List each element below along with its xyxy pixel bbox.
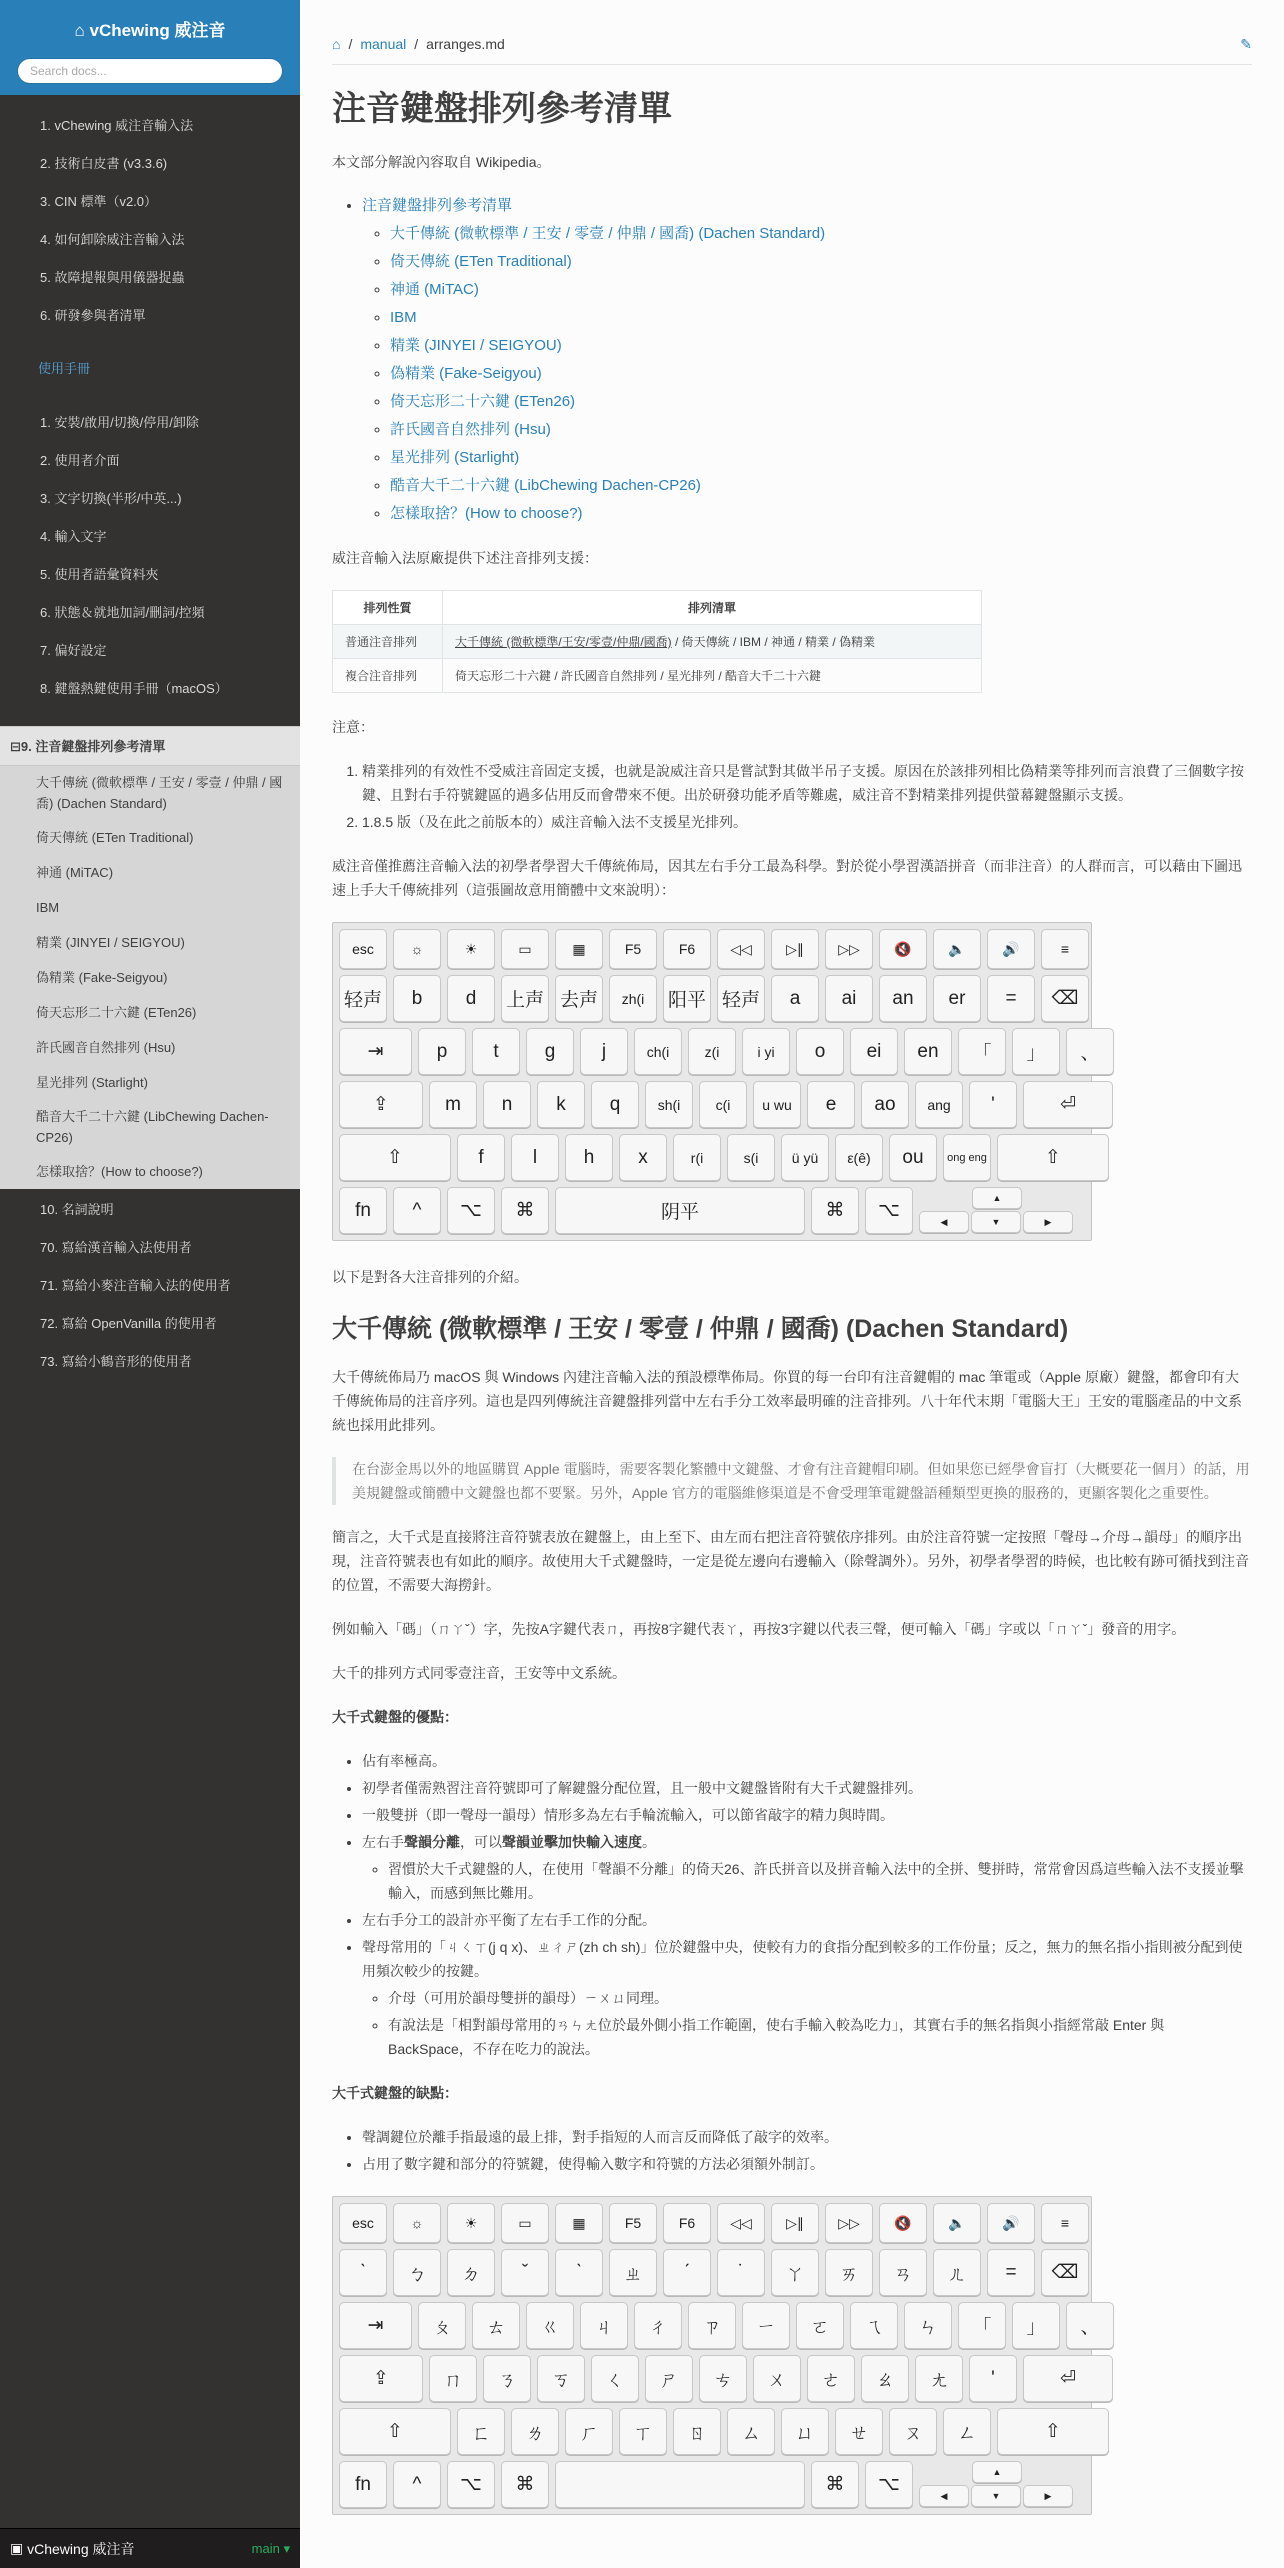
keyboard-key: ao: [861, 1081, 909, 1128]
search-input[interactable]: Search docs...: [17, 58, 283, 84]
keyboard-key: ㄔ: [634, 2302, 682, 2349]
keyboard-key: ㄘ: [699, 2355, 747, 2402]
keyboard-key: f: [457, 1134, 505, 1181]
pinyin-keyboard-image: [332, 922, 1100, 1241]
pros-title: 大千式鍵盤的優點：: [332, 1709, 458, 1725]
keyboard-key: 「: [958, 1028, 1006, 1075]
keyboard-key: h: [565, 1134, 613, 1181]
keyboard-key: ㄊ: [472, 2302, 520, 2349]
keyboard-key: 🔊: [987, 2203, 1035, 2243]
keyboard-key: ⇥: [339, 2302, 412, 2349]
keyboard-key: c(i: [699, 1081, 747, 1128]
keyboard-key: ▦: [555, 929, 603, 969]
toc-link[interactable]: 倚天傳統 (ETen Traditional): [390, 253, 572, 270]
arrow-key: ◀: [919, 2485, 969, 2507]
list-item: • 聲調鍵位於離手指最遠的最上排，對手指短的人而言反而降低了敲字的效率。: [362, 2125, 1252, 2149]
keyboard-key: er: [933, 975, 981, 1022]
keyboard-key: ㄉ: [447, 2249, 495, 2296]
table-cell: 大千傳統 (微軟標準/王安/零壹/仲鼎/國喬) / 倚天傳統 / IBM / 神通 / 精業 / 偽精業: [443, 625, 982, 659]
keyboard-key: ㄧ: [742, 2302, 790, 2349]
toc-item: [390, 502, 1252, 526]
keyboard-key: ⇪: [339, 1081, 423, 1128]
breadcrumb: ⌂ / manual / arranges.md ✎: [332, 35, 1252, 52]
cons-title: 大千式鍵盤的缺點：: [332, 2085, 458, 2101]
keyboard-key: ㄌ: [511, 2408, 559, 2455]
keyboard-key: ˋ: [555, 2249, 603, 2296]
keyboard-key: ▷▷: [825, 929, 873, 969]
toc-link[interactable]: 大千傳統 (微軟標準 / 王安 / 零壹 / 仲鼎 / 國喬) (Dachen Standard): [390, 225, 826, 242]
keyboard-key: ⇧: [997, 2408, 1109, 2455]
list-item: 1. 精業排列的有效性不受威注音固定支援，也就是說威注音只是嘗試對其做半吊子支援。原因在於該排列相比偽精業等排列而言浪費了三個數字按鍵、且對右手符號鍵區的過多佔用反而會帶來不便。出於研發功能矛盾等難處，威注音不對精業排列提供螢幕鍵盤顯示支援。: [362, 759, 1252, 807]
arrow-keys: [919, 1187, 1075, 1234]
keyboard-key: ⇪: [339, 2355, 423, 2402]
sidebar-subitem[interactable]: 精業 (JINYEI / SEIGYOU): [0, 925, 300, 960]
list-item: ◦ 有說法是「相對韻母常用的ㄢㄣㄤ位於最外側小指工作範圍，使右手輸入較為吃力」，其實右手的無名指與小指經常敲 Enter 與 BackSpace，不存在吃力的說法。: [388, 2013, 1252, 2061]
arrow-up-key: ▲: [972, 1187, 1022, 1209]
keyboard-key: ⏎: [1023, 2355, 1113, 2402]
keyboard-key: ㄎ: [537, 2355, 585, 2402]
sidebar-item[interactable]: 7. 偏好設定: [40, 643, 107, 658]
keyboard-key: ㄍ: [526, 2302, 574, 2349]
sidebar-subitem[interactable]: 怎樣取捨？(How to choose?): [0, 1154, 300, 1189]
keyboard-key: ▦: [555, 2203, 603, 2243]
keyboard-key: ou: [889, 1134, 937, 1181]
keyboard-key: 上声: [501, 975, 549, 1022]
keyboard-key: t: [472, 1028, 520, 1075]
keyboard-key: ㄛ: [796, 2302, 844, 2349]
keyboard-key: ⇧: [339, 1134, 451, 1181]
sidebar-item[interactable]: 1. 安裝/啟用/切換/停用/卸除: [40, 415, 199, 430]
keyboard-key: zh(i: [609, 975, 657, 1022]
table-cell: 複合注音排列: [333, 659, 443, 693]
sidebar-subitem[interactable]: 酷音大千二十六鍵 (LibChewing Dachen-CP26): [0, 1100, 300, 1154]
keyboard-key: d: [447, 975, 495, 1022]
sidebar-item[interactable]: 8. 鍵盤熱鍵使用手冊（macOS）: [40, 681, 228, 696]
keyboard-key: ⇥: [339, 1028, 412, 1075]
keyboard-key: ㄡ: [889, 2408, 937, 2455]
keyboard-key: ☼: [393, 929, 441, 969]
keyboard-key: ◁◁: [717, 2203, 765, 2243]
keyboard-key: ㄕ: [645, 2355, 693, 2402]
keyboard-row: [339, 2408, 1085, 2455]
keyboard-key: r(i: [673, 1134, 721, 1181]
pros-list: [362, 1749, 1252, 2061]
keyboard-key: p: [418, 1028, 466, 1075]
keyboard-key: ⇧: [997, 1134, 1109, 1181]
keyboard-key: 轻声: [717, 975, 765, 1022]
toc-link[interactable]: IBM: [390, 309, 417, 326]
keyboard-key: ㄢ: [879, 2249, 927, 2296]
list-item: • 佔有率極高。: [362, 1749, 1252, 1773]
sidebar-item[interactable]: 3. 文字切換(半形/中英...): [40, 491, 182, 506]
keyboard-row: [339, 2461, 1085, 2508]
branch-selector[interactable]: main ▾: [251, 2540, 290, 2556]
sidebar-item[interactable]: 6. 狀態＆就地加詞/刪詞/控頻: [40, 605, 205, 620]
table-header: 排列清單: [443, 591, 982, 625]
keyboard-key: s(i: [727, 1134, 775, 1181]
sidebar-subitem[interactable]: 偽精業 (Fake-Seigyou): [0, 960, 300, 995]
keyboard-key: 去声: [555, 975, 603, 1022]
keyboard-key: ▭: [501, 929, 549, 969]
keyboard-key: ⏎: [1023, 1081, 1113, 1128]
list-item: • 占用了數字鍵和部分的符號鍵，使得輸入數字和符號的方法必須額外制訂。: [362, 2152, 1252, 2176]
keyboard-key: b: [393, 975, 441, 1022]
keyboard-key: ㄞ: [825, 2249, 873, 2296]
keyboard-key: ㄏ: [565, 2408, 613, 2455]
keyboard-key: 」: [1012, 2302, 1060, 2349]
keyboard-key: ㄟ: [850, 2302, 898, 2349]
keyboard-key: fn: [339, 1187, 387, 1234]
pinyin-intro: 威注音僅推薦注音輸入法的初學者學習大千傳統佈局，因其左右手分工最為科學。對於從小學習漢語拼音（而非注音）的人群而言，可以藉由下圖迅速上手大千傳統排列（這張圖故意用簡體中文來說明）：: [332, 858, 1242, 898]
toc-item: [390, 222, 1252, 246]
keyboard-key: ㄐ: [580, 2302, 628, 2349]
keyboard-key: ⌥: [447, 1187, 495, 1234]
support-intro: 威注音輸入法原廠提供下述注音排列支援：: [332, 550, 598, 566]
keyboard-key: ˊ: [663, 2249, 711, 2296]
keyboard-key: ': [969, 2355, 1017, 2402]
keyboard-row: [339, 2355, 1085, 2402]
keyboard-key: esc: [339, 2203, 387, 2243]
keyboard-key: ⌥: [865, 2461, 913, 2508]
table-cell: 普通注音排列: [333, 625, 443, 659]
keyboard-key: 阴平: [555, 1187, 805, 1234]
keyboard-key: 」: [1012, 1028, 1060, 1075]
keyboard-key: ⌘: [501, 2461, 549, 2508]
list-item: • 一般雙拼（即一聲母一韻母）情形多為左右手輪流輸入，可以節省敲字的精力與時間。: [362, 1803, 1252, 1827]
keyboard-key: j: [580, 1028, 628, 1075]
arrow-key: ▶: [1023, 2485, 1073, 2507]
keyboard-key: ^: [393, 1187, 441, 1234]
sidebar-item[interactable]: 4. 輸入文字: [40, 529, 107, 544]
list-item: ◦ 介母（可用於韻母雙拼的韻母）ㄧㄨㄩ同理。: [388, 1986, 1252, 2010]
arrow-key: ▼: [971, 2485, 1021, 2507]
brand-link[interactable]: ⌂ vChewing 威注音: [74, 21, 226, 40]
toc-item: [390, 390, 1252, 414]
keyboard-key: ⌘: [811, 1187, 859, 1234]
toc-item: [390, 446, 1252, 470]
arrow-keys: [919, 2461, 1075, 2508]
keyboard-key: F5: [609, 929, 657, 969]
keyboard-key: ch(i: [634, 1028, 682, 1075]
keyboard-key: 🔇: [879, 2203, 927, 2243]
sidebar-item[interactable]: 3. CIN 標準（v2.0）: [40, 194, 158, 209]
keyboard-key: 🔈: [933, 2203, 981, 2243]
keyboard-key: e: [807, 1081, 855, 1128]
keyboard-key: 🔊: [987, 929, 1035, 969]
sidebar-nav-top: [30, 108, 300, 333]
zhuyin-keyboard-image: [332, 2196, 1100, 2515]
section-heading-dachen: 大千傳統 (微軟標準 / 王安 / 零壹 / 仲鼎 / 國喬) (Dachen Standard): [332, 1315, 1069, 1343]
keyboard-key: ε(ê): [835, 1134, 883, 1181]
sidebar-subitem[interactable]: 星光排列 (Starlight): [0, 1065, 300, 1100]
breadcrumb-manual[interactable]: manual: [360, 36, 407, 52]
keyboard-key: ⌥: [447, 2461, 495, 2508]
sidebar-item[interactable]: 4. 如何卸除威注音輸入法: [40, 232, 185, 247]
keyboard-key: ▷∥: [771, 2203, 819, 2243]
keyboard-key: an: [879, 975, 927, 1022]
keyboard-key: ㄇ: [429, 2355, 477, 2402]
sidebar-item[interactable]: 1. vChewing 威注音輸入法: [40, 118, 194, 133]
list-item: • 初學者僅需熟習注音符號即可了解鍵盤分配位置，且一般中文鍵盤皆附有大千式鍵盤排列。: [362, 1776, 1252, 1800]
home-icon: ⌂: [74, 21, 90, 40]
list-item: • 聲母常用的「ㄐㄑㄒ(j q x)、ㄓㄔㄕ(zh ch sh)」位於鍵盤中央，使較有力的食指分配到較多的工作份量；反之，無力的無名指小指則被分配到使用頻次較少的按鍵。 ◦ 介母（可用於韻母雙拼的韻母）ㄧㄨㄩ同理。 ◦ 有說法是「相對韻母常用的ㄢㄣㄤ位於最外側小指工作範圍，使右手輸入較為吃力」，其實右手的無名指與小指經常敲 Enter 與 BackSpace，不存在吃力的說法。: [362, 1935, 1252, 2061]
toc-item: [390, 362, 1252, 386]
toc-link[interactable]: 酷音大千二十六鍵 (LibChewing Dachen-CP26): [390, 477, 701, 494]
keyboard-key: ㄦ: [933, 2249, 981, 2296]
keyboard-key: ⇧: [339, 2408, 451, 2455]
edit-icon[interactable]: ✎: [1240, 35, 1252, 52]
keyboard-key: ▷∥: [771, 929, 819, 969]
keyboard-key: ong eng: [943, 1134, 991, 1181]
dachen-paragraph: 簡言之，大千式是直接將注音符號表放在鍵盤上，由上至下、由左而右把注音符號依序排列。由於注音符號一定按照「聲母→介母→韻母」的順序出現，注音符號表也有如此的順序。故使用大千式鍵盤時，一定是從左邊向右邊輸入（除聲調外）。另外，初學者學習的時候，也比較有跡可循找到注音的位置，不需要大海撈針。: [332, 1529, 1249, 1593]
home-icon[interactable]: ⌂: [332, 36, 341, 52]
keyboard-key: 🔇: [879, 929, 927, 969]
list-item: • 左右手分工的設計亦平衡了左右手工作的分配。: [362, 1908, 1252, 1932]
keyboard-key: ㄣ: [904, 2302, 952, 2349]
keyboard-key: ㄝ: [835, 2408, 883, 2455]
keyboard-key: ⌘: [811, 2461, 859, 2508]
keyboard-key: i yi: [742, 1028, 790, 1075]
sidebar-item[interactable]: 6. 研發參與者清單: [40, 308, 146, 323]
sidebar-item[interactable]: 70. 寫給漢音輸入法使用者: [40, 1240, 192, 1255]
collapse-icon: ⊟: [10, 739, 21, 754]
toc-link[interactable]: 倚天忘形二十六鍵 (ETen26): [390, 393, 576, 410]
keyboard-key: ㄓ: [609, 2249, 657, 2296]
table-of-contents: [332, 194, 1252, 526]
keyboard-key: en: [904, 1028, 952, 1075]
keyboard-key: ㄒ: [619, 2408, 667, 2455]
keyboard-row: [339, 929, 1085, 969]
keyboard-key: ㄚ: [771, 2249, 819, 2296]
keyboard-key: F5: [609, 2203, 657, 2243]
keyboard-key: l: [511, 1134, 559, 1181]
section-intro: 以下是對各大注音排列的介紹。: [332, 1269, 528, 1285]
sidebar: [0, 0, 300, 2568]
version-footer[interactable]: ▣ vChewing 威注音 main ▾: [0, 2528, 300, 2568]
keyboard-key: 、: [1066, 2302, 1114, 2349]
sidebar-item[interactable]: 73. 寫給小鶴音形的使用者: [40, 1354, 192, 1369]
keyboard-row: [339, 1081, 1085, 1128]
toc-link[interactable]: 精業 (JINYEI / SEIGYOU): [390, 337, 562, 354]
arrow-key: ▶: [1023, 1211, 1073, 1233]
keyboard-row: [339, 975, 1085, 1022]
keyboard-key: [555, 2461, 805, 2508]
keyboard-key: 、: [1066, 1028, 1114, 1075]
keyboard-row: [339, 1028, 1100, 1075]
keyboard-key: o: [796, 1028, 844, 1075]
toc-item: [390, 334, 1252, 358]
dachen-quote: 在台澎金馬以外的地區購買 Apple 電腦時，需要客製化繁體中文鍵盤、才會有注音鍵帽印刷。但如果您已經學會盲打（大概要花一個月）的話，用美規鍵盤或簡體中文鍵盤也都不要緊。另外，Apple 官方的電腦維修渠道是不會受理筆電鍵盤語種類型更換的服務的，更顯客製化之重要性。: [332, 1457, 1252, 1505]
arrangement-table: [332, 590, 982, 693]
keyboard-row: [339, 2302, 1100, 2349]
toc-item: [390, 418, 1252, 442]
keyboard-key: ㄑ: [591, 2355, 639, 2402]
keyboard-key: ai: [825, 975, 873, 1022]
keyboard-row: [339, 1187, 1085, 1234]
toc-item: [390, 278, 1252, 302]
keyboard-key: ㄖ: [673, 2408, 721, 2455]
keyboard-key: k: [537, 1081, 585, 1128]
sidebar-item[interactable]: 5. 使用者語彙資料夾: [40, 567, 159, 582]
keyboard-key: ㄤ: [915, 2355, 963, 2402]
sidebar-nav-manual: [30, 405, 300, 706]
divider: [332, 64, 1252, 65]
keyboard-key: ☀: [447, 929, 495, 969]
keyboard-key: ü yü: [781, 1134, 829, 1181]
keyboard-key: ei: [850, 1028, 898, 1075]
keyboard-key: ㄥ: [943, 2408, 991, 2455]
keyboard-key: z(i: [688, 1028, 736, 1075]
list-item: 2. 1.8.5 版（及在此之前版本的）威注音輸入法不支援星光排列。: [362, 810, 1252, 834]
keyboard-key: ㄠ: [861, 2355, 909, 2402]
table-header: 排列性質: [333, 591, 443, 625]
keyboard-key: ^: [393, 2461, 441, 2508]
keyboard-key: 轻声: [339, 975, 387, 1022]
main-content: [300, 0, 1284, 2568]
keyboard-key: ㄆ: [418, 2302, 466, 2349]
keyboard-key: F6: [663, 929, 711, 969]
notes-title: 注意：: [332, 719, 374, 735]
toc-link[interactable]: 偽精業 (Fake-Seigyou): [390, 365, 542, 382]
sidebar-item[interactable]: 5. 故障提報與用儀器捉蟲: [40, 270, 185, 285]
keyboard-key: ㄩ: [781, 2408, 829, 2455]
toc-item: [390, 250, 1252, 274]
arrow-key: ◀: [919, 1211, 969, 1233]
toc-item: [390, 474, 1252, 498]
page-title: 注音鍵盤排列參考清單: [332, 90, 672, 128]
sidebar-item[interactable]: 2. 技術白皮書 (v3.3.6): [40, 156, 168, 171]
book-icon: ▣: [10, 2540, 28, 2556]
keyboard-key: u wu: [753, 1081, 801, 1128]
breadcrumb-file: arranges.md: [426, 36, 505, 52]
keyboard-row: [339, 2249, 1085, 2296]
table-row: [333, 659, 982, 693]
toc-link[interactable]: 星光排列 (Starlight): [390, 449, 520, 466]
list-item: • 左右手聲韻分離，可以聲韻並擊加快輸入速度。 ◦ 習慣於大千式鍵盤的人，在使用「聲韻不分離」的倚天26、許氏拼音以及拼音輸入法中的全拼、雙拼時，常常會因爲這些輸入法不支援並擊輸入，而感到無比難用。: [362, 1830, 1252, 1905]
sidebar-subitem[interactable]: 倚天傳統 (ETen Traditional): [0, 820, 300, 855]
notes-list: [362, 759, 1252, 834]
toc-link[interactable]: 許氏國音自然排列 (Hsu): [390, 421, 551, 438]
keyboard-row: [339, 2203, 1085, 2243]
sidebar-subitem[interactable]: 許氏國音自然排列 (Hsu): [0, 1030, 300, 1065]
toc-link[interactable]: 神通 (MiTAC): [390, 281, 479, 298]
dachen-paragraph: 例如輸入「碼」（ㄇㄚˇ）字，先按A字鍵代表ㄇ，再按8字鍵代表ㄚ，再按3字鍵以代表三聲，便可輸入「碼」字或以「ㄇㄚˇ」發音的用字。: [332, 1621, 1186, 1637]
keyboard-key: ▭: [501, 2203, 549, 2243]
sidebar-subitem[interactable]: 神通 (MiTAC): [0, 855, 300, 890]
keyboard-key: ang: [915, 1081, 963, 1128]
keyboard-row: [339, 1134, 1085, 1181]
list-item: ◦ 習慣於大千式鍵盤的人，在使用「聲韻不分離」的倚天26、許氏拼音以及拼音輸入法中的全拼、雙拼時，常常會因爲這些輸入法不支援並擊輸入，而感到無比難用。: [388, 1857, 1252, 1905]
table-cell: 倚天忘形二十六鍵 / 許氏國音自然排列 / 星光排列 / 酷音大千二十六鍵: [443, 659, 982, 693]
cons-list: [362, 2125, 1252, 2176]
keyboard-key: =: [987, 975, 1035, 1022]
keyboard-key: ˙: [717, 2249, 765, 2296]
keyboard-key: 「: [958, 2302, 1006, 2349]
sidebar-subitem[interactable]: 大千傳統 (微軟標準 / 王安 / 零壹 / 仲鼎 / 國喬) (Dachen Standard): [0, 766, 300, 820]
keyboard-key: ˋ: [339, 2249, 387, 2296]
sidebar-header: [0, 0, 300, 95]
keyboard-key: m: [429, 1081, 477, 1128]
sidebar-item[interactable]: 71. 寫給小麥注音輸入法的使用者: [40, 1278, 231, 1293]
keyboard-key: x: [619, 1134, 667, 1181]
sidebar-item[interactable]: 10. 名詞說明: [40, 1202, 114, 1217]
keyboard-key: ⌫: [1041, 975, 1089, 1022]
keyboard-key: sh(i: [645, 1081, 693, 1128]
keyboard-key: ≡: [1041, 929, 1089, 969]
keyboard-key: ㄈ: [457, 2408, 505, 2455]
keyboard-key: F6: [663, 2203, 711, 2243]
keyboard-key: ˇ: [501, 2249, 549, 2296]
sidebar-item-current[interactable]: ⊟9. 注音鍵盤排列參考清單: [0, 726, 300, 766]
keyboard-key: a: [771, 975, 819, 1022]
toc-link-root[interactable]: 注音鍵盤排列參考清單: [362, 197, 513, 214]
dachen-link[interactable]: 大千傳統 (微軟標準/王安/零壹/仲鼎/國喬): [455, 635, 672, 649]
keyboard-key: esc: [339, 929, 387, 969]
keyboard-key: n: [483, 1081, 531, 1128]
sidebar-current-section: [0, 726, 300, 1189]
sidebar-item[interactable]: 72. 寫給 OpenVanilla 的使用者: [40, 1316, 217, 1331]
keyboard-key: ≡: [1041, 2203, 1089, 2243]
keyboard-key: ⌫: [1041, 2249, 1089, 2296]
keyboard-key: ◁◁: [717, 929, 765, 969]
arrow-up-key: ▲: [972, 2461, 1022, 2483]
keyboard-key: ': [969, 1081, 1017, 1128]
toc-item: [390, 306, 1252, 330]
keyboard-key: ☼: [393, 2203, 441, 2243]
keyboard-key: ㄜ: [807, 2355, 855, 2402]
keyboard-key: ㄗ: [688, 2302, 736, 2349]
keyboard-key: ▷▷: [825, 2203, 873, 2243]
keyboard-key: ㄨ: [753, 2355, 801, 2402]
keyboard-key: ☀: [447, 2203, 495, 2243]
keyboard-key: ㄅ: [393, 2249, 441, 2296]
intro-text: 本文部分解說內容取自 Wikipedia。: [332, 154, 551, 170]
sidebar-nav-after: [30, 1192, 300, 1379]
keyboard-key: g: [526, 1028, 574, 1075]
dachen-paragraph: 大千傳統佈局乃 macOS 與 Windows 內建注音輸入法的預設標準佈局。你買的每一台印有注音鍵帽的 mac 筆電或（Apple 原廠）鍵盤，都會印有大千傳統佈局的注音序列。這也是四列傳統注音鍵盤排列當中左右手分工效率最明確的注音排列。八十年代末期「電腦大王」王安的電腦產品的中文系統也採用此排列。: [332, 1369, 1242, 1433]
sidebar-item[interactable]: 2. 使用者介面: [40, 453, 120, 468]
toc-link[interactable]: 怎樣取捨？(How to choose?): [390, 505, 583, 522]
keyboard-key: =: [987, 2249, 1035, 2296]
keyboard-key: ⌥: [865, 1187, 913, 1234]
arrow-key: ▼: [971, 1211, 1021, 1233]
keyboard-key: ㄋ: [483, 2355, 531, 2402]
keyboard-key: 🔈: [933, 929, 981, 969]
sidebar-caption: 使用手冊: [38, 361, 91, 376]
keyboard-key: q: [591, 1081, 639, 1128]
dachen-paragraph: 大千的排列方式同零壹注音，王安等中文系統。: [332, 1665, 626, 1681]
table-row: [333, 625, 982, 659]
keyboard-key: fn: [339, 2461, 387, 2508]
sidebar-subitem[interactable]: IBM: [0, 890, 300, 925]
sidebar-subitem[interactable]: 倚天忘形二十六鍵 (ETen26): [0, 995, 300, 1030]
keyboard-key: ⌘: [501, 1187, 549, 1234]
keyboard-key: ㄙ: [727, 2408, 775, 2455]
keyboard-key: 阳平: [663, 975, 711, 1022]
